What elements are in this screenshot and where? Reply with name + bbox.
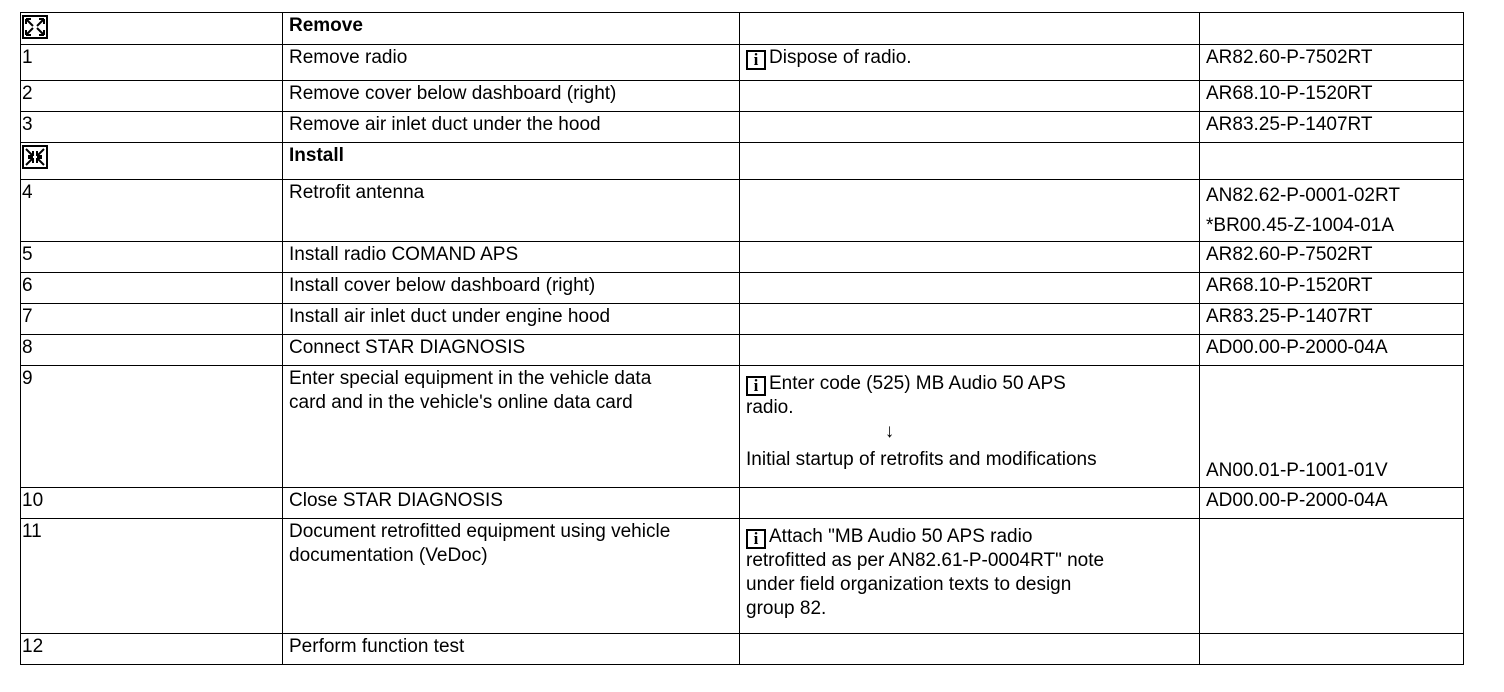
step-number: 10: [21, 488, 283, 519]
phase-title: Remove: [283, 13, 740, 45]
step-task-line: documentation (VeDoc): [289, 545, 488, 566]
note-cell: [740, 304, 1200, 335]
step-row: [21, 273, 1464, 304]
step-number: 11: [21, 519, 283, 634]
step-task: Install air inlet duct under engine hood: [283, 304, 740, 335]
phase-icon-cell: [21, 13, 283, 45]
step-number: 6: [21, 273, 283, 304]
step-task: Remove cover below dashboard (right): [283, 81, 740, 112]
step-task: Connect STAR DIAGNOSIS: [283, 335, 740, 366]
ref-cell: [1200, 519, 1464, 634]
note-text: Attach "MB Audio 50 APS radio: [769, 526, 1033, 547]
step-row: [21, 242, 1464, 273]
info-icon: i: [746, 529, 766, 549]
note-text-line: retrofitted as per AN82.61-P-0004RT" note: [746, 550, 1105, 571]
step-number: 1: [21, 45, 283, 81]
note-cell: [740, 242, 1200, 273]
step-row: [21, 634, 1464, 665]
ref-link[interactable]: AN82.62-P-0001-02RT: [1206, 185, 1400, 206]
note-cell: [740, 45, 1200, 81]
step-number: 5: [21, 242, 283, 273]
ref-link[interactable]: AD00.00-P-2000-04A: [1200, 335, 1464, 366]
step-task-cell: [283, 519, 740, 634]
step-task: Perform function test: [283, 634, 740, 665]
step-task-line: Enter special equipment in the vehicle data: [289, 368, 652, 389]
ref-cell: [1200, 143, 1464, 180]
step-row: [21, 180, 1464, 242]
ref-cell: [1200, 634, 1464, 665]
ref-cell: [1200, 180, 1464, 242]
info-icon: i: [746, 50, 766, 70]
phase-title: Install: [283, 143, 740, 180]
step-row: [21, 304, 1464, 335]
step-row: [21, 366, 1464, 488]
note-cell: [740, 335, 1200, 366]
step-number: 7: [21, 304, 283, 335]
step-task: Install cover below dashboard (right): [283, 273, 740, 304]
step-row: [21, 45, 1464, 81]
step-task: Close STAR DIAGNOSIS: [283, 488, 740, 519]
ref-link[interactable]: AR83.25-P-1407RT: [1200, 304, 1464, 335]
phase-row-remove: [21, 13, 1464, 45]
step-task-line: Document retrofitted equipment using vehicle: [289, 521, 671, 542]
note-cell: [740, 519, 1200, 634]
step-row: [21, 519, 1464, 634]
step-task-line: card and in the vehicle's online data card: [289, 392, 633, 413]
install-phase-icon: [22, 145, 48, 169]
step-task: Remove air inlet duct under the hood: [283, 112, 740, 143]
note-text-line: radio.: [746, 397, 794, 418]
step-task: Install radio COMAND APS: [283, 242, 740, 273]
step-number: 8: [21, 335, 283, 366]
note-text: Enter code (525) MB Audio 50 APS: [769, 373, 1066, 394]
step-number: 4: [21, 180, 283, 242]
step-number: 3: [21, 112, 283, 143]
step-row: [21, 335, 1464, 366]
note-cell: [740, 143, 1200, 180]
note-cell: [740, 112, 1200, 143]
step-task: Remove radio: [283, 45, 740, 81]
ref-link[interactable]: AN00.01-P-1001-01V: [1206, 460, 1388, 481]
note-cell: [740, 81, 1200, 112]
ref-link[interactable]: AR68.10-P-1520RT: [1200, 81, 1464, 112]
ref-link[interactable]: *BR00.45-Z-1004-01A: [1206, 215, 1394, 236]
ref-link[interactable]: AR68.10-P-1520RT: [1200, 273, 1464, 304]
ref-link[interactable]: AR82.60-P-7502RT: [1200, 242, 1464, 273]
step-row: [21, 81, 1464, 112]
step-task-cell: [283, 366, 740, 488]
step-row: [21, 488, 1464, 519]
note-cell: [740, 366, 1200, 488]
note-cell: [740, 634, 1200, 665]
note-cell: [740, 488, 1200, 519]
step-row: [21, 112, 1464, 143]
ref-cell: [1200, 366, 1464, 488]
note-cell: [740, 273, 1200, 304]
note-cell: [740, 180, 1200, 242]
phase-row-install: [21, 143, 1464, 180]
step-number: 12: [21, 634, 283, 665]
phase-icon-cell: [21, 143, 283, 180]
note-text: Dispose of radio.: [769, 47, 912, 68]
ref-link[interactable]: AR83.25-P-1407RT: [1200, 112, 1464, 143]
note-link[interactable]: Initial startup of retrofits and modifications: [746, 449, 1097, 470]
note-cell: [740, 13, 1200, 45]
down-arrow-icon: ↓: [884, 421, 895, 442]
step-task: Retrofit antenna: [283, 180, 740, 242]
step-number: 9: [21, 366, 283, 488]
note-text-line: group 82.: [746, 598, 827, 619]
ref-link[interactable]: AD00.00-P-2000-04A: [1200, 488, 1464, 519]
note-text-line: under field organization texts to design: [746, 574, 1072, 595]
info-icon: i: [746, 376, 766, 396]
ref-link[interactable]: AR82.60-P-7502RT: [1200, 45, 1464, 81]
step-number: 2: [21, 81, 283, 112]
remove-phase-icon: [22, 15, 48, 39]
procedure-table: [20, 12, 1464, 665]
ref-cell: [1200, 13, 1464, 45]
